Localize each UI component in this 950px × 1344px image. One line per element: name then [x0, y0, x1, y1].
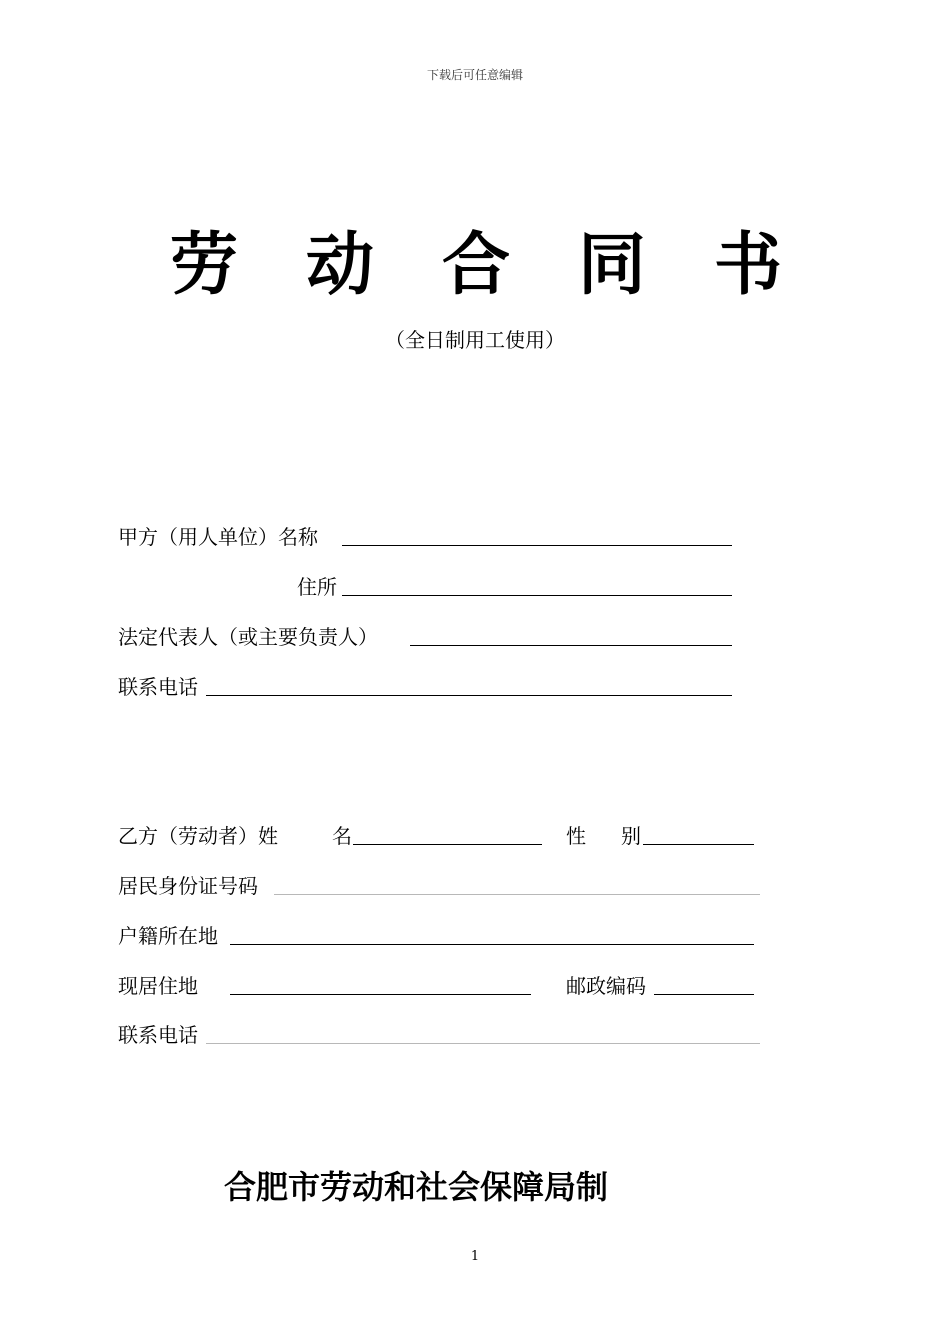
party-b-gender-label: 性 [566, 824, 586, 848]
party-b-name-field[interactable] [353, 844, 542, 845]
party-b-gender-field[interactable] [643, 844, 754, 845]
party-a-address-field[interactable] [342, 595, 732, 596]
party-a-legal-rep-field[interactable] [410, 645, 732, 646]
header-note: 下载后可任意编辑 [426, 68, 523, 82]
issuer-title: 合肥市劳动和社会保障局制 [224, 1168, 609, 1206]
page-number: 1 [470, 1249, 480, 1264]
party-b-residence-label: 现居住地 [118, 974, 198, 998]
title-char: 同 [577, 226, 646, 305]
party-b-id-label: 居民身份证号码 [118, 874, 258, 898]
party-b-postcode-field[interactable] [654, 994, 754, 995]
document-subtitle: （全日制用工使用） [385, 328, 565, 352]
title-char: 劳 [170, 226, 239, 305]
party-b-id-field[interactable] [274, 894, 760, 895]
party-a-address-label: 住所 [297, 575, 337, 599]
party-b-name-label: 乙方（劳动者）姓 [118, 824, 278, 848]
party-a-legal-rep-label: 法定代表人（或主要负责人） [118, 625, 378, 649]
party-a-phone-field[interactable] [206, 695, 732, 696]
party-b-phone-field[interactable] [206, 1043, 760, 1044]
title-char: 动 [305, 226, 374, 305]
party-a-phone-label: 联系电话 [118, 675, 198, 699]
document-title [170, 226, 782, 306]
party-a-name-field[interactable] [342, 545, 732, 546]
title-char: 合 [441, 226, 510, 305]
title-char: 书 [713, 226, 782, 305]
party-b-postcode-label: 邮政编码 [566, 974, 646, 998]
party-b-household-label: 户籍所在地 [118, 924, 218, 948]
party-b-household-field[interactable] [230, 944, 754, 945]
party-b-phone-label: 联系电话 [118, 1023, 198, 1047]
party-a-name-label: 甲方（用人单位）名称 [118, 525, 318, 549]
party-b-residence-field[interactable] [230, 994, 531, 995]
party-b-name-label-suffix: 名 [332, 824, 352, 848]
party-b-gender-label-2: 别 [621, 824, 641, 848]
